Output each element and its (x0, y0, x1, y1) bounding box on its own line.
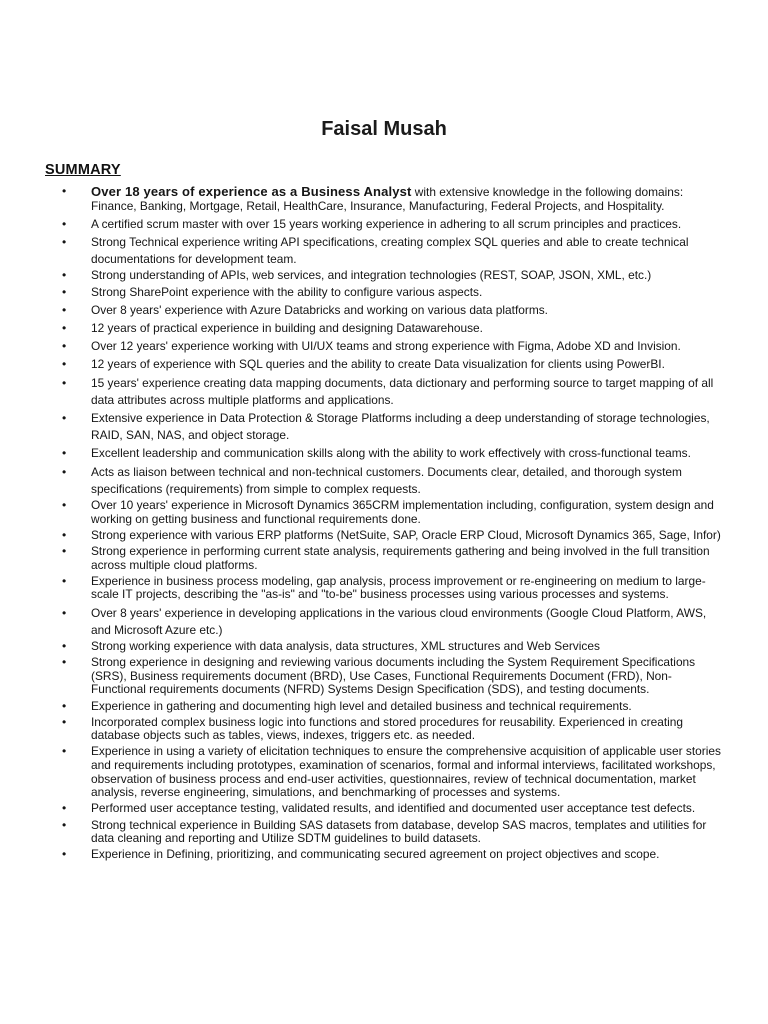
summary-item-text: Excellent leadership and communication skills along with the ability to work effectively with cross-functional teams. (91, 446, 691, 461)
summary-item-text: Experience in Defining, prioritizing, and communicating secured agreement on project objectives and scope. (91, 847, 660, 862)
summary-item (58, 375, 726, 409)
summary-item-text: Experience in gathering and documenting high level and detailed business and technical requirements. (91, 698, 632, 713)
summary-item (58, 700, 726, 714)
summary-item-text: Experience in using a variety of elicitation techniques to ensure the comprehensive acquisition of applicable user stories and requirements including prototypes, examination of scenarios, formal and informal interviews, facilitated workshops, observation of business process and end-user activities, questionnaires, review of technical documentation, market analysis, reverse engineering, simulations, and benchmarking of processes and systems. (91, 744, 721, 800)
bullet-icon: • (62, 375, 67, 390)
bullet-icon: • (62, 655, 67, 670)
summary-item (58, 338, 726, 355)
summary-item (58, 499, 726, 526)
bullet-icon: • (62, 847, 67, 862)
summary-item-text: Over 12 years' experience working with UI/UX teams and strong experience with Figma, Adobe XD and Invision. (91, 339, 681, 354)
summary-item (58, 640, 726, 654)
bullet-icon: • (62, 527, 67, 542)
candidate-name: Faisal Musah (321, 118, 447, 140)
summary-item (58, 185, 726, 213)
bullet-icon: • (62, 714, 67, 729)
summary-item (58, 656, 726, 697)
summary-item-text: Strong experience in performing current state analysis, requirements gathering and being involved in the full transition across multiple cloud platforms. (91, 543, 710, 572)
summary-item-text: Acts as liaison between technical and non-technical customers. Documents clear, detailed, and thorough system specifications (requirements) from simple to complex requests. (91, 464, 682, 496)
summary-item (58, 819, 726, 846)
bullet-icon: • (62, 446, 67, 461)
summary-item-text: Strong technical experience in Building SAS datasets from database, develop SAS macros, templates and utilities for data cleaning and reporting and Utilize SDTM guidelines to build datasets. (91, 817, 707, 846)
summary-item-text: Strong Technical experience writing API specifications, creating complex SQL queries and able to create technical documentations for development team. (91, 234, 689, 267)
bullet-icon: • (62, 605, 67, 620)
summary-item-text: 15 years' experience creating data mapping documents, data dictionary and performing source to target mapping of all data attributes across multiple platforms and applications. (91, 375, 714, 407)
summary-item-text: A certified scrum master with over 15 years working experience in adhering to all scrum principles and practices. (91, 216, 682, 231)
summary-item-text: Over 8 years' experience with Azure Databricks and working on various data platforms. (91, 302, 548, 317)
bullet-icon: • (62, 801, 67, 816)
bullet-icon: • (62, 698, 67, 713)
summary-item (58, 848, 726, 862)
summary-item-text: with extensive knowledge in the following domains: Finance, Banking, Mortgage, Retail, HealthCare, Insurance, Manufacturing, Federal Projects, and Hospitality. (91, 185, 684, 213)
summary-item (58, 545, 726, 572)
bullet-icon: • (62, 817, 67, 832)
summary-item (58, 410, 726, 444)
bullet-icon: • (62, 410, 67, 425)
summary-item-text: Strong SharePoint experience with the ability to configure various aspects. (91, 284, 483, 299)
bullet-icon: • (62, 543, 67, 558)
bullet-icon: • (62, 744, 67, 759)
bullet-icon: • (62, 302, 67, 317)
bullet-icon: • (62, 638, 67, 653)
summary-item (58, 234, 726, 268)
bullet-icon: • (62, 464, 67, 479)
summary-item-text: Over 10 years' experience in Microsoft Dynamics 365CRM implementation including, configuration, system design and working on getting business and functional requirements done. (91, 498, 714, 526)
summary-item (58, 320, 726, 337)
summary-item-text: 12 years of practical experience in building and designing Datawarehouse. (91, 320, 483, 335)
summary-item (58, 802, 726, 816)
summary-item (58, 269, 726, 283)
summary-item-text: Incorporated complex business logic into functions and stored procedures for reusability. Experienced in creating database objects such as tables, views, indexes, triggers etc. as needed. (91, 714, 683, 743)
summary-item-bold-lead: Over 18 years of experience as a Business Analyst (91, 184, 412, 199)
summary-item (58, 575, 726, 602)
summary-item (58, 529, 726, 543)
summary-item-text: Over 8 years' experience in developing applications in the various cloud environments (Google Cloud Platform, AWS, and Microsoft Azure etc.) (91, 605, 707, 637)
summary-list (58, 182, 726, 865)
summary-item-text: Strong experience with various ERP platforms (NetSuite, SAP, Oracle ERP Cloud, Microsoft Dynamics 365, Sage, Infor) (91, 527, 721, 542)
summary-item-text: Experience in business process modeling, gap analysis, process improvement or re-engineering on medium to large-scale IT projects, describing the "as-is" and "to-be" business processes using various processes and systems. (91, 573, 706, 602)
summary-heading: SUMMARY (45, 162, 121, 178)
bullet-icon: • (62, 234, 67, 249)
bullet-icon: • (62, 184, 67, 198)
bullet-icon: • (62, 498, 67, 512)
summary-item (58, 216, 726, 233)
summary-item (58, 605, 726, 639)
summary-item (58, 464, 726, 498)
summary-item (58, 716, 726, 743)
bullet-icon: • (62, 284, 67, 299)
bullet-icon: • (62, 216, 67, 231)
summary-item-text: Strong working experience with data analysis, data structures, XML structures and Web Services (91, 638, 600, 653)
summary-item (58, 356, 726, 373)
summary-item (58, 302, 726, 319)
summary-item-text: Strong understanding of APIs, web services, and integration technologies (REST, SOAP, JSON, XML, etc.) (91, 268, 652, 283)
summary-item (58, 745, 726, 799)
summary-item-text: Extensive experience in Data Protection & Storage Platforms including a deep understanding of storage technologies, RAID, SAN, NAS, and object storage. (91, 410, 710, 443)
summary-item (58, 286, 726, 300)
bullet-icon: • (62, 573, 67, 588)
bullet-icon: • (62, 339, 67, 354)
bullet-icon: • (62, 268, 67, 283)
bullet-icon: • (62, 357, 67, 372)
summary-item-text: Performed user acceptance testing, validated results, and identified and documented user acceptance test defects. (91, 801, 696, 816)
summary-item-text: 12 years of experience with SQL queries and the ability to create Data visualization for clients using PowerBI. (91, 357, 665, 372)
summary-item (58, 445, 726, 462)
summary-item-text: Strong experience in designing and reviewing various documents including the System Requirement Specifications (SRS), Business requirements document (BRD), Use Cases, Functional Requirements Document (FRD), Non-Functional requirements documents (NFRD) Systems Design Specification (SDS), and testing documents. (91, 655, 696, 697)
bullet-icon: • (62, 320, 67, 335)
